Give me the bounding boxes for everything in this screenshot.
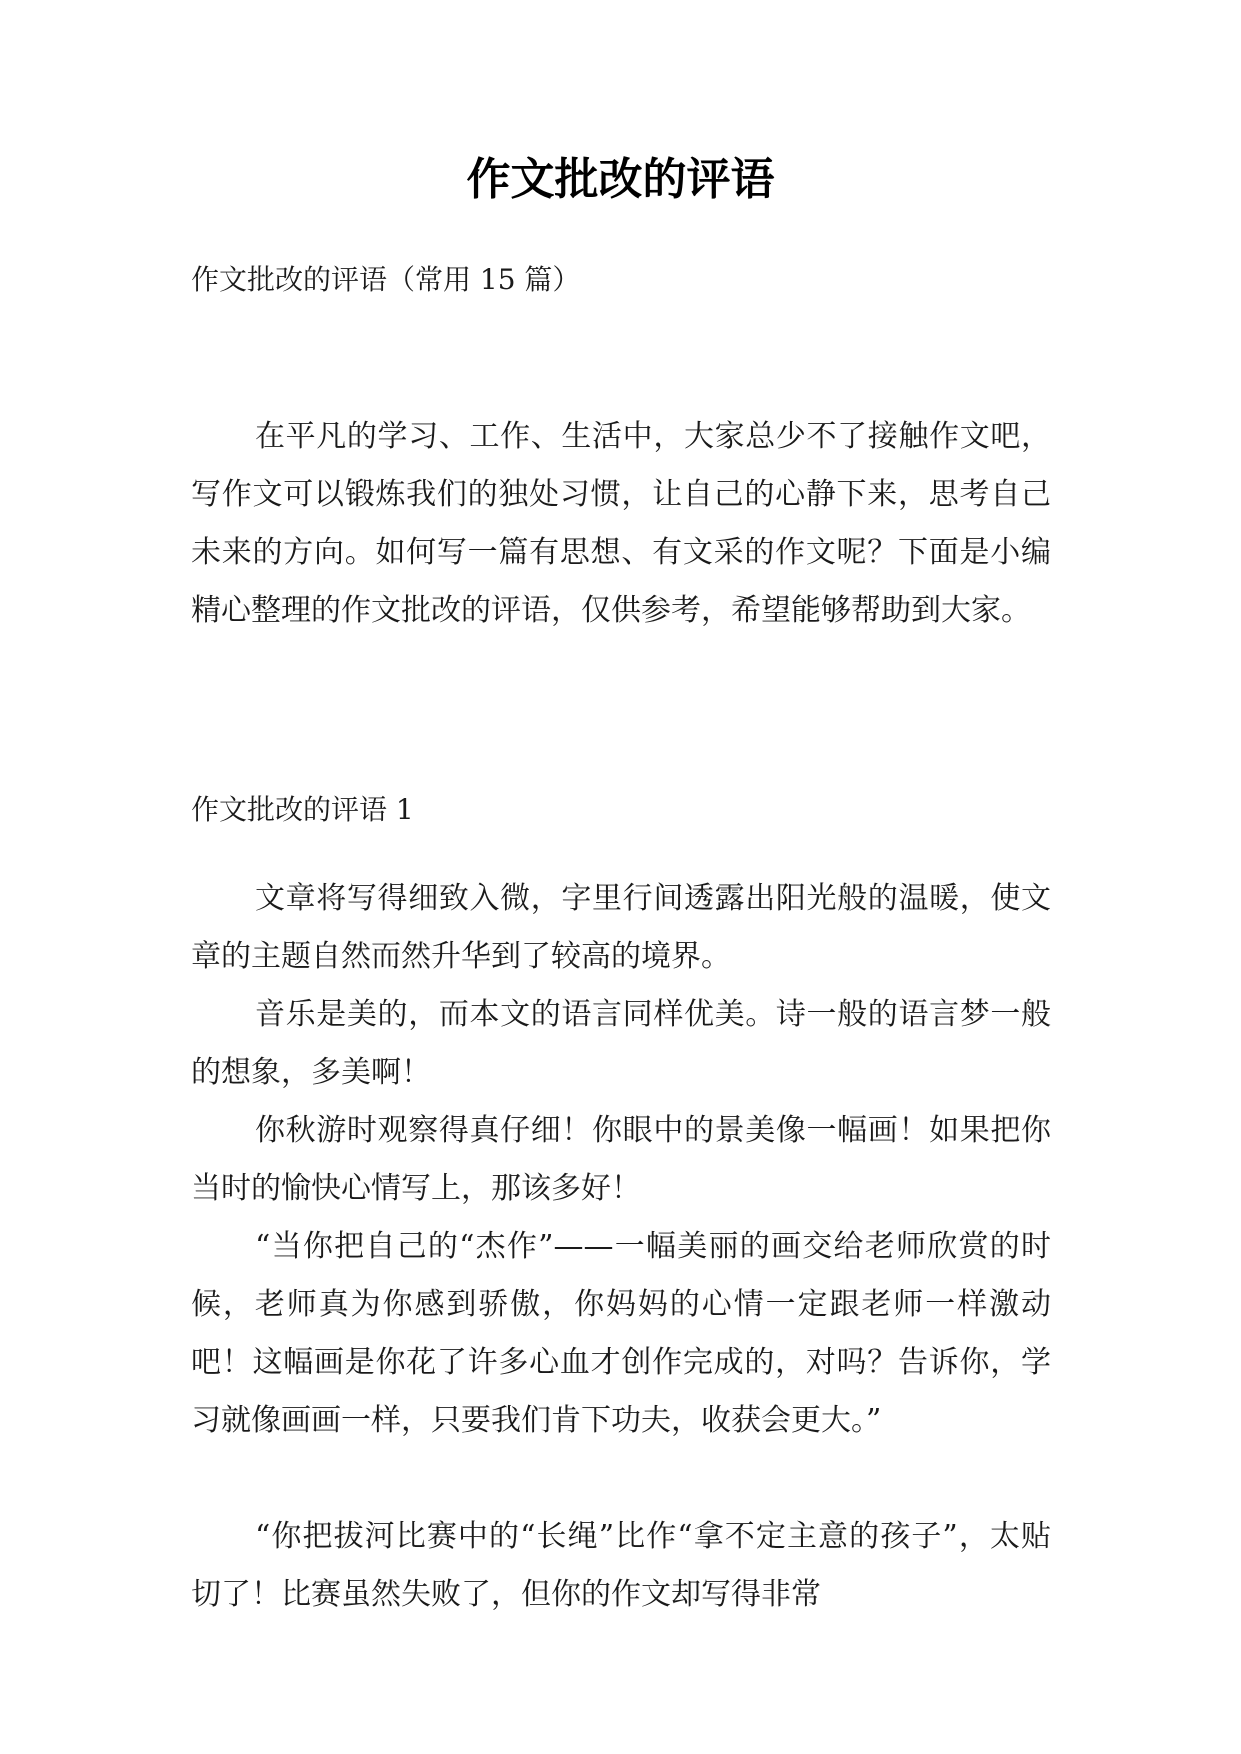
comment-paragraph: 文章将写得细致入微，字里行间透露出阳光般的温暖，使文章的主题自然而然升华到了较高的境界。	[191, 881, 1051, 974]
comment-paragraph: 你秋游时观察得真仔细！你眼中的景美像一幅画！如果把你当时的愉快心情写上，那该多好！	[191, 1113, 1051, 1206]
section-heading: 作文批改的评语 1	[191, 793, 414, 826]
comment-paragraph: 音乐是美的，而本文的语言同样优美。诗一般的语言梦一般的想象，多美啊！	[191, 997, 1051, 1090]
document-title: 作文批改的评语	[466, 154, 775, 205]
intro-paragraph: 在平凡的学习、工作、生活中，大家总少不了接触作文吧，写作文可以锻炼我们的独处习惯，让自己的心静下来，思考自己未来的方向。如何写一篇有思想、有文采的作文呢？下面是小编精心整理的作文批改的评语，仅供参考，希望能够帮助到大家。	[191, 419, 1051, 628]
comment-paragraph: “你把拔河比赛中的“长绳”比作“拿不定主意的孩子”，太贴切了！比赛虽然失败了，但你的作文却写得非常	[191, 1519, 1051, 1612]
comment-paragraph: “当你把自己的“杰作”——一幅美丽的画交给老师欣赏的时候，老师真为你感到骄傲，你妈妈的心情一定跟老师一样激动吧！这幅画是你花了许多心血才创作完成的，对吗？告诉你，学习就像画画一样，只要我们肯下功夫，收获会更大。”	[191, 1229, 1051, 1438]
document-subtitle: 作文批改的评语（常用 15 篇）	[191, 263, 581, 296]
